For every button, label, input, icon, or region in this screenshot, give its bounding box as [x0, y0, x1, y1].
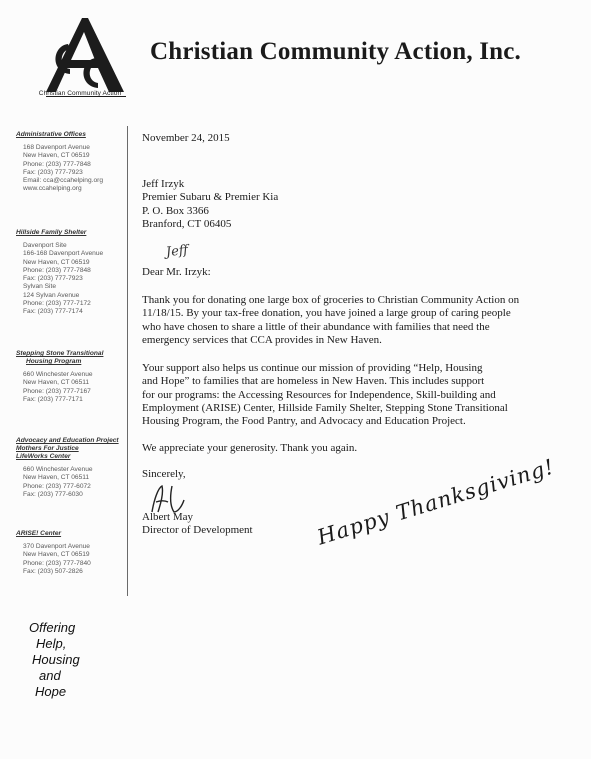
paragraph-line: We appreciate your generosity. Thank you again.: [142, 442, 358, 454]
recipient-block: [142, 178, 278, 231]
sidebar-section-stepping-stone: [16, 350, 124, 404]
sidebar-section-advocacy: [16, 437, 124, 499]
organization-name: Christian Community Action, Inc.: [150, 38, 522, 65]
sidebar-section-hillside: [16, 229, 124, 317]
address-line: 166-168 Davenport Avenue: [23, 250, 104, 258]
phone-line: Phone: (203) 777-7848: [23, 160, 91, 168]
paragraph-1: [142, 294, 562, 347]
section-heading: Stepping Stone Transitional: [16, 350, 104, 357]
address-line: New Haven, CT 06511: [23, 379, 90, 387]
address-line: New Haven, CT 06519: [23, 551, 90, 559]
phone-line: Phone: (203) 777-7848: [23, 266, 91, 274]
handwritten-first-name: Jeff: [165, 242, 189, 261]
email-line: Email: cca@ccahelping.org: [23, 177, 103, 185]
motto-line: Housing: [32, 652, 80, 667]
address-line: New Haven, CT 06511: [23, 474, 90, 482]
address-line: New Haven, CT 06519: [23, 152, 90, 160]
phone-line: Phone: (203) 777-6072: [23, 482, 91, 490]
fax-line: Fax: (203) 507-2826: [23, 567, 83, 575]
signer-title: Director of Development: [142, 524, 253, 536]
recipient-line: Premier Subaru & Premier Kia: [142, 191, 279, 204]
website-line: www.ccahelping.org: [23, 185, 82, 193]
paragraph-line: Thank you for donating one large box of groceries to Christian Community Action on: [142, 294, 520, 306]
section-heading: Hillside Family Shelter: [16, 229, 87, 236]
section-heading: LifeWorks Center: [16, 453, 71, 460]
logo-caption: Christian Community Action: [38, 90, 122, 97]
address-line: New Haven, CT 06519: [23, 258, 90, 266]
section-heading: Housing Program: [26, 358, 82, 365]
fax-line: Fax: (203) 777-7171: [23, 395, 83, 403]
paragraph-line: who have chosen to share a little of their abundance with families that need the: [142, 320, 490, 333]
section-heading: Advocacy and Education Project: [16, 437, 119, 444]
closing: Sincerely,: [142, 468, 186, 480]
phone-line: Phone: (203) 777-7840: [23, 559, 91, 567]
recipient-line: P. O. Box 3366: [142, 204, 209, 217]
fax-line: Fax: (203) 777-7923: [23, 275, 83, 283]
paragraph-line: 11/18/15. By your tax-free donation, you have joined a large group of caring people: [142, 307, 511, 320]
paragraph-line: for our programs: the Accessing Resources for Independence, Skill-building and: [142, 388, 496, 401]
paragraph-line: Employment (ARISE) Center, Hillside Family Shelter, Stepping Stone Transitional: [142, 401, 508, 414]
paragraph-3: [142, 442, 562, 455]
salutation: Dear Mr. Irzyk:: [142, 266, 211, 278]
paragraph-line: Housing Program, the Food Pantry, and Advocacy and Education Project.: [142, 415, 466, 428]
fax-line: Fax: (203) 777-7923: [23, 168, 83, 176]
address-line: 124 Sylvan Avenue: [23, 291, 80, 299]
letter-date: November 24, 2015: [142, 132, 230, 144]
address-line: 660 Winchester Avenue: [23, 466, 93, 473]
sidebar-divider: [127, 126, 128, 596]
fax-line: Fax: (203) 777-6030: [23, 490, 83, 498]
paragraph-line: emergency services that CCA provides in New Haven.: [142, 333, 382, 346]
section-heading: Administrative Offices: [16, 131, 86, 138]
phone-line: Phone: (203) 777-7167: [23, 387, 91, 395]
address-line: 660 Winchester Avenue: [23, 371, 93, 378]
address-line: 370 Davenport Avenue: [23, 543, 90, 550]
motto-line: and: [39, 668, 61, 683]
motto: [29, 620, 80, 700]
handwritten-note: Happy Thanksgiving!: [314, 454, 558, 550]
address-line: Davenport Site: [23, 242, 67, 249]
paragraph-line: and Hope” to families that are homeless in New Haven. This includes support: [142, 375, 485, 388]
fax-line: Fax: (203) 777-7174: [23, 308, 83, 316]
recipient-line: Jeff Irzyk: [142, 178, 185, 190]
section-heading: ARISE! Center: [16, 530, 62, 537]
signer-name: Albert May: [142, 511, 194, 523]
address-line: 168 Davenport Avenue: [23, 144, 90, 151]
phone-line: Phone: (203) 777-7172: [23, 300, 91, 308]
sidebar-section-administrative: [16, 131, 124, 194]
paragraph-2: [142, 362, 562, 428]
motto-line: Help,: [36, 636, 67, 651]
sidebar-section-arise: [16, 530, 124, 576]
section-heading: Mothers For Justice: [16, 445, 79, 452]
motto-line: Offering: [29, 620, 76, 635]
paragraph-line: Your support also helps us continue our mission of providing “Help, Housing: [142, 362, 483, 374]
motto-line: Hope: [35, 684, 67, 699]
recipient-line: Branford, CT 06405: [142, 217, 232, 230]
address-line: Sylvan Site: [23, 283, 56, 291]
